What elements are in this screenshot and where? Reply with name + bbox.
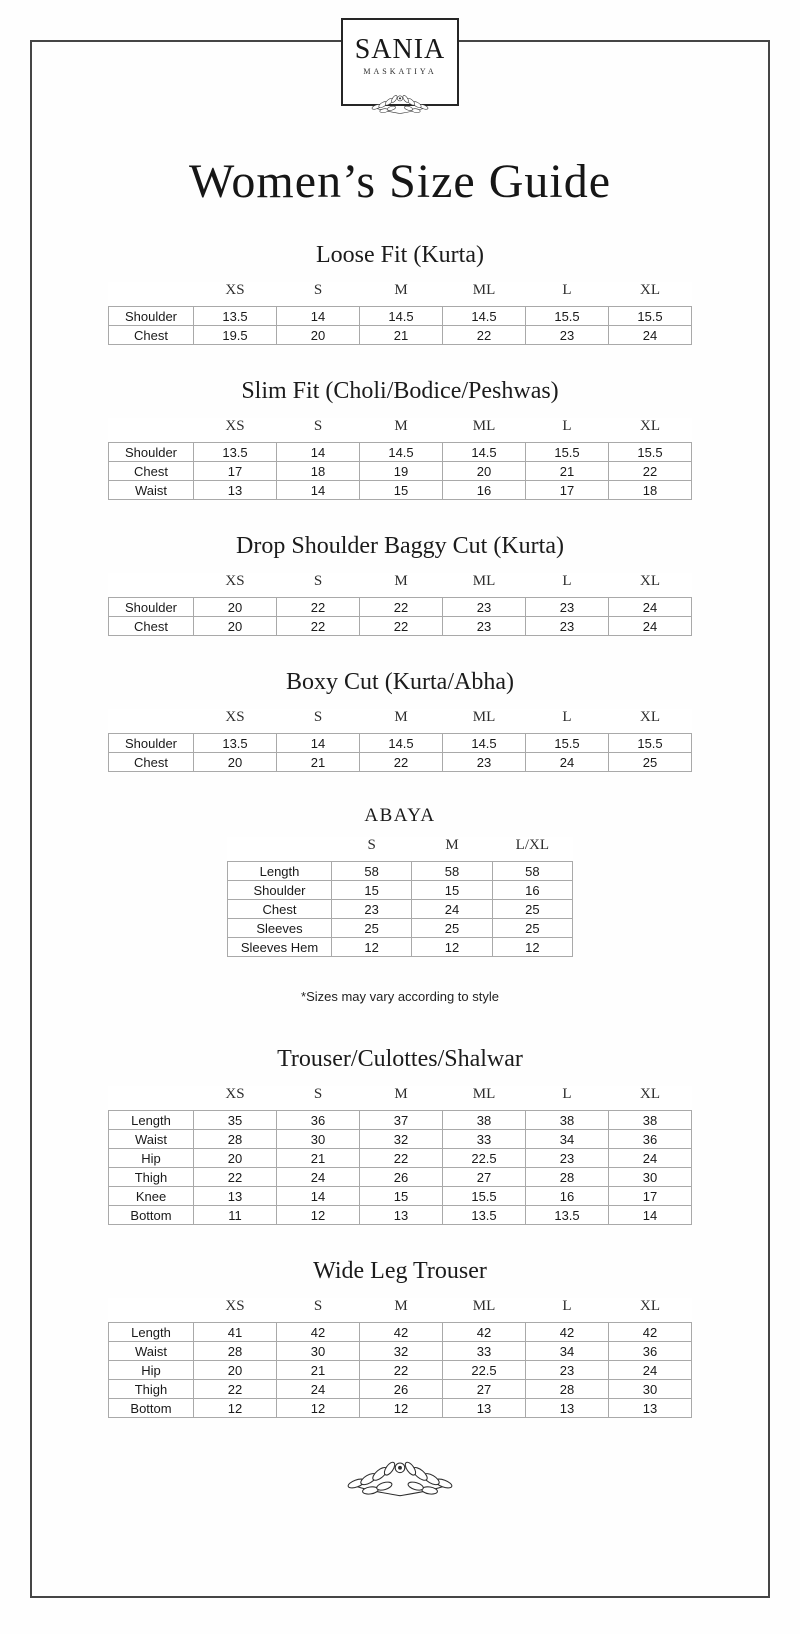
size-header-row (109, 709, 692, 734)
measurement-label: Length (109, 1111, 194, 1130)
measurement-value: 14.5 (443, 443, 526, 462)
measurement-value: 38 (443, 1111, 526, 1130)
size-column-header: M (394, 418, 408, 434)
measurement-value: 14 (609, 1206, 692, 1225)
measurement-value: 25 (412, 919, 492, 938)
measurement-value: 13 (194, 1187, 277, 1206)
size-header-row (109, 573, 692, 598)
measurement-value: 21 (526, 462, 609, 481)
measurement-value: 22.5 (443, 1149, 526, 1168)
measurement-value: 19.5 (194, 326, 277, 345)
measurement-value: 15.5 (526, 307, 609, 326)
size-table (108, 1298, 692, 1418)
measurement-value: 20 (194, 753, 277, 772)
measurement-value: 22 (443, 326, 526, 345)
size-column-header: XL (640, 573, 660, 589)
corner-cell (109, 1086, 194, 1111)
measurement-row (109, 1168, 692, 1187)
measurement-value: 34 (526, 1130, 609, 1149)
measurement-row (109, 1130, 692, 1149)
measurement-value: 20 (277, 326, 360, 345)
measurement-value: 27 (443, 1380, 526, 1399)
size-column-header: M (394, 709, 408, 725)
section-abaya (0, 805, 800, 957)
measurement-label: Bottom (109, 1206, 194, 1225)
measurement-value: 22 (194, 1168, 277, 1187)
measurement-value: 42 (526, 1323, 609, 1342)
measurement-value: 13.5 (526, 1206, 609, 1225)
measurement-value: 18 (277, 462, 360, 481)
measurement-value: 42 (609, 1323, 692, 1342)
size-column-header: XL (640, 1086, 660, 1102)
measurement-value: 15 (412, 881, 492, 900)
measurement-value: 24 (609, 1149, 692, 1168)
measurement-value: 32 (360, 1342, 443, 1361)
table-title: Drop Shoulder Baggy Cut (Kurta) (236, 533, 564, 559)
measurement-value: 22 (277, 617, 360, 636)
measurement-label: Shoulder (228, 881, 332, 900)
size-header-row (109, 1298, 692, 1323)
section-boxy-cut (0, 669, 800, 772)
measurement-row (109, 753, 692, 772)
table-title: Wide Leg Trouser (313, 1258, 487, 1284)
measurement-value: 15 (332, 881, 412, 900)
measurement-value: 58 (332, 862, 412, 881)
measurement-value: 14.5 (443, 307, 526, 326)
size-column-header: ML (472, 1086, 496, 1102)
measurement-value: 28 (194, 1342, 277, 1361)
measurement-value: 13.5 (194, 443, 277, 462)
measurement-value: 24 (609, 1361, 692, 1380)
size-column-header: ML (472, 573, 496, 589)
measurement-value: 16 (526, 1187, 609, 1206)
measurement-row (228, 919, 573, 938)
measurement-value: 20 (194, 1149, 277, 1168)
measurement-label: Knee (109, 1187, 194, 1206)
measurement-value: 34 (526, 1342, 609, 1361)
measurement-value: 14 (277, 734, 360, 753)
measurement-row (109, 1111, 692, 1130)
measurement-value: 38 (609, 1111, 692, 1130)
measurement-row (109, 734, 692, 753)
measurement-row (109, 462, 692, 481)
measurement-label: Length (109, 1323, 194, 1342)
measurement-value: 28 (526, 1168, 609, 1187)
size-table (108, 709, 692, 772)
measurement-value: 41 (194, 1323, 277, 1342)
section-trouser-culottes (0, 1046, 800, 1225)
measurement-value: 28 (194, 1130, 277, 1149)
measurement-value: 24 (609, 326, 692, 345)
measurement-label: Chest (228, 900, 332, 919)
size-column-header: M (394, 282, 408, 298)
measurement-value: 15.5 (609, 443, 692, 462)
size-column-header: ML (472, 1298, 496, 1314)
measurement-value: 58 (412, 862, 492, 881)
size-table (108, 418, 692, 500)
table-title: Trouser/Culottes/Shalwar (277, 1046, 523, 1072)
measurement-value: 14.5 (360, 734, 443, 753)
size-header-row (109, 418, 692, 443)
section-drop-shoulder (0, 533, 800, 636)
measurement-value: 14.5 (360, 307, 443, 326)
measurement-value: 15.5 (526, 443, 609, 462)
measurement-label: Shoulder (109, 598, 194, 617)
measurement-value: 24 (609, 617, 692, 636)
size-column-header: XS (225, 1298, 245, 1314)
corner-cell (109, 573, 194, 598)
measurement-label: Shoulder (109, 443, 194, 462)
table-title: ABAYA (364, 805, 436, 826)
measurement-value: 21 (360, 326, 443, 345)
table-title: Slim Fit (Choli/Bodice/Peshwas) (241, 378, 559, 404)
size-column-header: XS (225, 418, 245, 434)
measurement-value: 22 (360, 617, 443, 636)
measurement-value: 36 (609, 1130, 692, 1149)
size-header-row (228, 837, 573, 862)
measurement-value: 17 (526, 481, 609, 500)
measurement-value: 13 (526, 1399, 609, 1418)
measurement-value: 23 (526, 1361, 609, 1380)
measurement-value: 12 (492, 938, 572, 957)
size-column-header: XS (225, 709, 245, 725)
measurement-row (228, 862, 573, 881)
measurement-value: 14 (277, 443, 360, 462)
measurement-label: Shoulder (109, 734, 194, 753)
size-column-header: S (313, 709, 323, 725)
size-column-header: S (313, 418, 323, 434)
measurement-value: 24 (277, 1380, 360, 1399)
section-loose-fit (0, 242, 800, 345)
measurement-label: Chest (109, 326, 194, 345)
size-variation-note: *Sizes may vary according to style (301, 989, 499, 1004)
measurement-value: 25 (492, 900, 572, 919)
corner-cell (109, 1298, 194, 1323)
measurement-label: Hip (109, 1149, 194, 1168)
measurement-value: 30 (277, 1342, 360, 1361)
measurement-value: 33 (443, 1130, 526, 1149)
measurement-row (228, 881, 573, 900)
measurement-value: 20 (194, 1361, 277, 1380)
size-header-row (109, 282, 692, 307)
measurement-value: 58 (492, 862, 572, 881)
measurement-label: Length (228, 862, 332, 881)
size-table (108, 282, 692, 345)
measurement-value: 12 (277, 1399, 360, 1418)
measurement-label: Chest (109, 753, 194, 772)
measurement-value: 23 (526, 326, 609, 345)
size-column-header: M (394, 1086, 408, 1102)
measurement-value: 15.5 (443, 1187, 526, 1206)
measurement-value: 12 (412, 938, 492, 957)
size-column-header: ML (472, 418, 496, 434)
size-column-header: S (367, 837, 376, 853)
size-column-header: L (562, 282, 572, 298)
size-table (108, 573, 692, 636)
size-table (227, 837, 573, 957)
corner-cell (109, 709, 194, 734)
measurement-value: 15.5 (526, 734, 609, 753)
measurement-value: 25 (609, 753, 692, 772)
measurement-value: 24 (277, 1168, 360, 1187)
measurement-label: Sleeves Hem (228, 938, 332, 957)
measurement-value: 35 (194, 1111, 277, 1130)
brand-subtitle: MASKATIYA (363, 67, 437, 77)
corner-cell (109, 418, 194, 443)
measurement-value: 11 (194, 1206, 277, 1225)
size-column-header: S (313, 282, 323, 298)
measurement-row (109, 1206, 692, 1225)
measurement-label: Waist (109, 1342, 194, 1361)
measurement-row (109, 1399, 692, 1418)
measurement-value: 23 (526, 1149, 609, 1168)
measurement-value: 27 (443, 1168, 526, 1187)
measurement-value: 23 (443, 617, 526, 636)
measurement-value: 20 (443, 462, 526, 481)
size-column-header: M (394, 573, 408, 589)
measurement-value: 36 (277, 1111, 360, 1130)
measurement-value: 17 (609, 1187, 692, 1206)
measurement-value: 42 (443, 1323, 526, 1342)
measurement-value: 12 (332, 938, 412, 957)
measurement-value: 42 (277, 1323, 360, 1342)
brand-header (0, 0, 800, 106)
measurement-value: 13.5 (443, 1206, 526, 1225)
measurement-value: 38 (526, 1111, 609, 1130)
measurement-value: 14 (277, 307, 360, 326)
measurement-row (109, 307, 692, 326)
measurement-value: 16 (492, 881, 572, 900)
measurement-value: 30 (609, 1168, 692, 1187)
brand-name: SANIA (354, 34, 446, 65)
measurement-value: 28 (526, 1380, 609, 1399)
measurement-row (109, 1380, 692, 1399)
measurement-value: 21 (277, 1149, 360, 1168)
measurement-value: 22 (609, 462, 692, 481)
measurement-value: 23 (443, 753, 526, 772)
measurement-value: 14.5 (360, 443, 443, 462)
measurement-value: 13.5 (194, 734, 277, 753)
section-wide-leg-trouser (0, 1258, 800, 1418)
measurement-value: 20 (194, 598, 277, 617)
corner-cell (109, 282, 194, 307)
measurement-row (109, 1361, 692, 1380)
size-column-header: XL (640, 282, 660, 298)
measurement-value: 14 (277, 481, 360, 500)
measurement-value: 21 (277, 1361, 360, 1380)
measurement-value: 25 (332, 919, 412, 938)
measurement-row (109, 1187, 692, 1206)
measurement-value: 30 (609, 1380, 692, 1399)
measurement-value: 23 (526, 617, 609, 636)
measurement-value: 13 (609, 1399, 692, 1418)
measurement-value: 25 (492, 919, 572, 938)
measurement-label: Sleeves (228, 919, 332, 938)
measurement-value: 15 (360, 1187, 443, 1206)
laurel-ornament-icon (367, 93, 433, 117)
size-column-header: L (562, 418, 572, 434)
measurement-label: Thigh (109, 1380, 194, 1399)
measurement-value: 42 (360, 1323, 443, 1342)
measurement-value: 32 (360, 1130, 443, 1149)
measurement-row (228, 900, 573, 919)
measurement-row (109, 598, 692, 617)
measurement-label: Waist (109, 481, 194, 500)
measurement-label: Hip (109, 1361, 194, 1380)
size-column-header: XL (640, 418, 660, 434)
page-title: Women’s Size Guide (188, 155, 612, 208)
measurement-row (109, 1323, 692, 1342)
measurement-value: 26 (360, 1380, 443, 1399)
measurement-value: 24 (526, 753, 609, 772)
laurel-ornament-icon (339, 1458, 461, 1502)
measurement-value: 19 (360, 462, 443, 481)
size-column-header: L (562, 1298, 572, 1314)
measurement-value: 22 (360, 1149, 443, 1168)
measurement-value: 22 (360, 598, 443, 617)
size-column-header: ML (472, 282, 496, 298)
measurement-value: 26 (360, 1168, 443, 1187)
measurement-value: 22.5 (443, 1361, 526, 1380)
measurement-value: 21 (277, 753, 360, 772)
measurement-label: Chest (109, 462, 194, 481)
measurement-label: Shoulder (109, 307, 194, 326)
measurement-value: 12 (277, 1206, 360, 1225)
measurement-value: 15.5 (609, 734, 692, 753)
measurement-value: 13.5 (194, 307, 277, 326)
section-slim-fit (0, 378, 800, 500)
measurement-value: 16 (443, 481, 526, 500)
table-title: Loose Fit (Kurta) (316, 242, 484, 268)
measurement-value: 23 (443, 598, 526, 617)
measurement-label: Chest (109, 617, 194, 636)
measurement-value: 13 (194, 481, 277, 500)
measurement-value: 13 (443, 1399, 526, 1418)
measurement-value: 14 (277, 1187, 360, 1206)
measurement-row (109, 326, 692, 345)
measurement-row (109, 1149, 692, 1168)
measurement-value: 14.5 (443, 734, 526, 753)
measurement-row (109, 617, 692, 636)
size-column-header: L/XL (515, 837, 549, 853)
measurement-value: 15 (360, 481, 443, 500)
brand-logo-box (341, 18, 459, 106)
size-column-header: S (313, 1298, 323, 1314)
measurement-value: 20 (194, 617, 277, 636)
size-header-row (109, 1086, 692, 1111)
measurement-value: 22 (360, 753, 443, 772)
measurement-value: 12 (360, 1399, 443, 1418)
measurement-value: 24 (609, 598, 692, 617)
size-column-header: XS (225, 1086, 245, 1102)
measurement-value: 22 (360, 1361, 443, 1380)
measurement-value: 30 (277, 1130, 360, 1149)
size-column-header: XL (640, 1298, 660, 1314)
measurement-value: 22 (277, 598, 360, 617)
size-table (108, 1086, 692, 1225)
measurement-value: 37 (360, 1111, 443, 1130)
measurement-value: 15.5 (609, 307, 692, 326)
measurement-value: 17 (194, 462, 277, 481)
measurement-value: 23 (526, 598, 609, 617)
size-column-header: S (313, 573, 323, 589)
size-column-header: XS (225, 573, 245, 589)
size-column-header: M (394, 1298, 408, 1314)
corner-cell (228, 837, 332, 862)
table-title: Boxy Cut (Kurta/Abha) (286, 669, 514, 695)
size-column-header: M (445, 837, 459, 853)
size-column-header: L (562, 709, 572, 725)
size-column-header: XS (225, 282, 245, 298)
measurement-label: Thigh (109, 1168, 194, 1187)
measurement-label: Bottom (109, 1399, 194, 1418)
size-column-header: L (562, 573, 572, 589)
size-column-header: ML (472, 709, 496, 725)
measurement-row (109, 481, 692, 500)
measurement-value: 18 (609, 481, 692, 500)
measurement-value: 36 (609, 1342, 692, 1361)
measurement-value: 33 (443, 1342, 526, 1361)
measurement-value: 12 (194, 1399, 277, 1418)
size-column-header: L (562, 1086, 572, 1102)
measurement-value: 22 (194, 1380, 277, 1399)
measurement-label: Waist (109, 1130, 194, 1149)
measurement-value: 24 (412, 900, 492, 919)
size-column-header: S (313, 1086, 323, 1102)
size-column-header: XL (640, 709, 660, 725)
page-footer (0, 1458, 800, 1507)
measurement-value: 13 (360, 1206, 443, 1225)
measurement-row (109, 443, 692, 462)
measurement-row (228, 938, 573, 957)
measurement-row (109, 1342, 692, 1361)
measurement-value: 23 (332, 900, 412, 919)
